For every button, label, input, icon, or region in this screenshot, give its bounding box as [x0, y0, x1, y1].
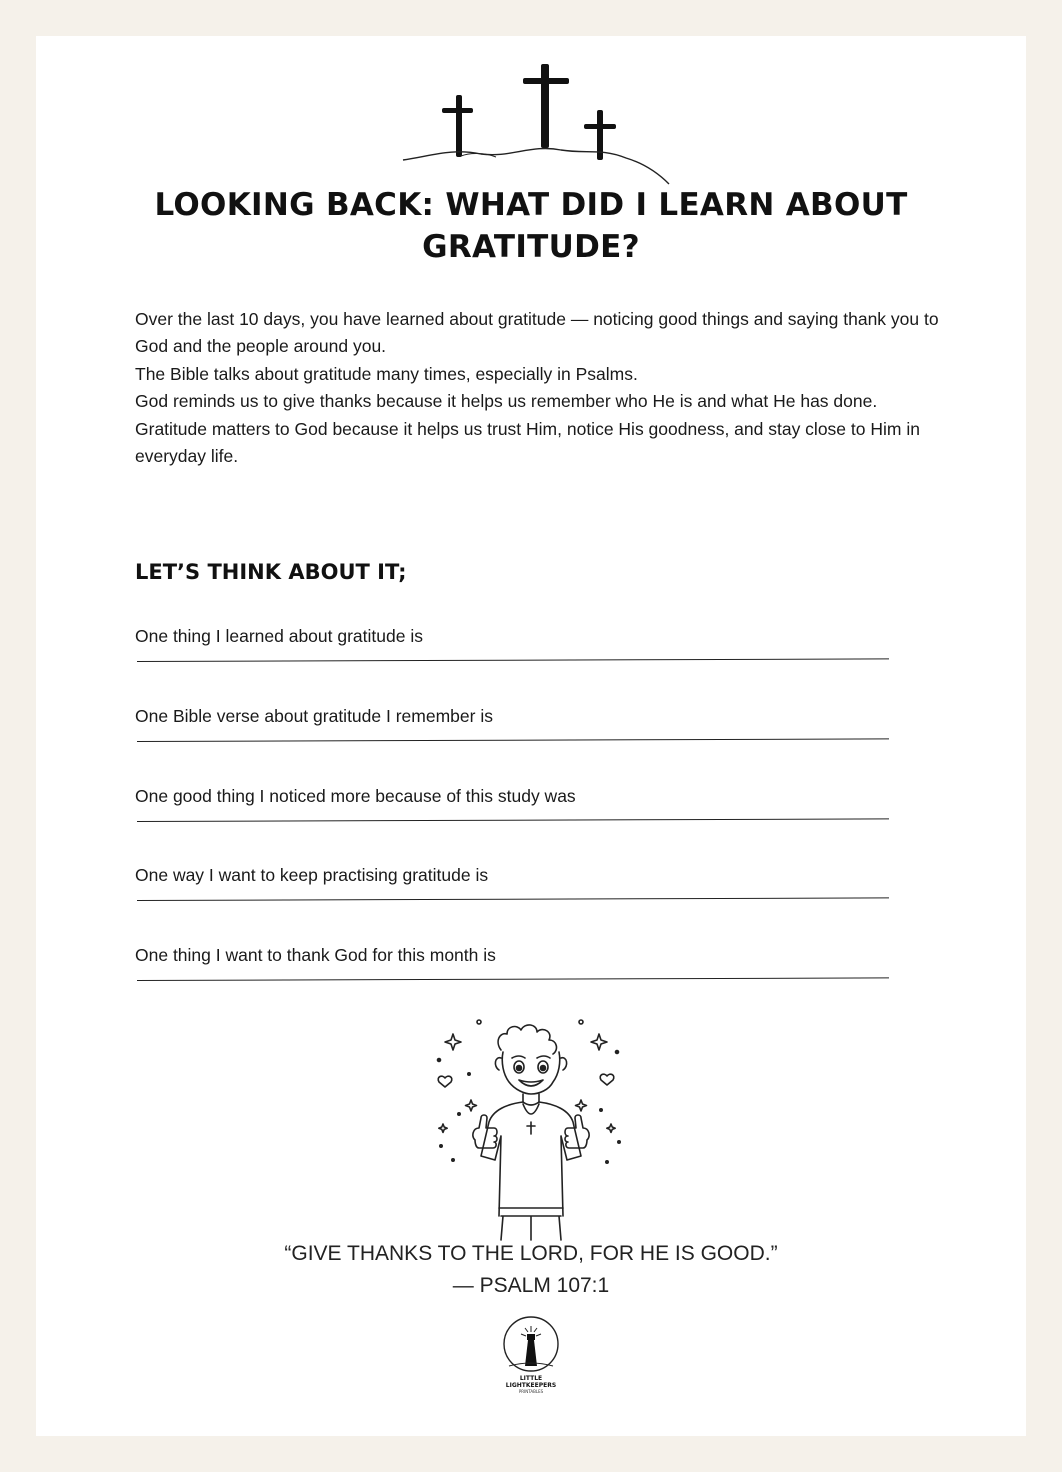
answer-line[interactable] — [137, 818, 889, 822]
prompt-bible-verse — [135, 705, 895, 765]
prompt-label: One good thing I noticed more because of this study was — [135, 786, 576, 806]
prompt-noticed — [135, 785, 895, 845]
prompt-thank-god — [135, 944, 895, 1004]
lighthouse-logo — [495, 1314, 567, 1396]
intro-text — [135, 306, 945, 470]
quote-text: “GIVE THANKS TO THE LORD, FOR HE IS GOOD.” — [284, 1242, 778, 1265]
intro-paragraph: The Bible talks about gratitude many times, especially in Psalms. — [135, 363, 638, 384]
logo-text-line2: LIGHTKEEPERS — [505, 1382, 557, 1389]
answer-line[interactable] — [137, 897, 889, 901]
section-heading: LET’S THINK ABOUT IT; — [135, 560, 407, 584]
intro-paragraph: Over the last 10 days, you have learned about gratitude — noticing good things and saying thank you to God and the people around you. — [135, 309, 939, 357]
prompt-label: One way I want to keep practising gratitude is — [135, 865, 489, 885]
logo-text-line1: LITTLE — [519, 1375, 543, 1382]
three-crosses-illustration — [401, 58, 671, 198]
logo-text-line3: PRINTABLES — [518, 1389, 544, 1394]
intro-paragraph: God reminds us to give thanks because it helps us remember who He is and what He has done. — [135, 391, 878, 412]
bible-quote — [231, 1238, 831, 1302]
prompt-learned — [135, 625, 895, 685]
intro-paragraph: Gratitude matters to God because it helps us trust Him, notice His goodness, and stay close to Him in everyday life. — [135, 418, 920, 467]
answer-line[interactable] — [137, 738, 889, 742]
answer-line[interactable] — [137, 658, 889, 662]
prompt-label: One thing I learned about gratitude is — [135, 626, 423, 646]
answer-line[interactable] — [137, 977, 889, 981]
quote-reference: — PSALM 107:1 — [452, 1274, 610, 1297]
worksheet-page — [36, 36, 1026, 1436]
prompt-label: One thing I want to thank God for this month is — [135, 945, 496, 965]
prompt-keep-practising — [135, 864, 895, 924]
prompt-label: One Bible verse about gratitude I remember is — [135, 706, 493, 726]
boy-thumbs-up-illustration — [431, 1012, 631, 1242]
page-title: LOOKING BACK: WHAT DID I LEARN ABOUT GRATITUDE? — [154, 187, 908, 265]
